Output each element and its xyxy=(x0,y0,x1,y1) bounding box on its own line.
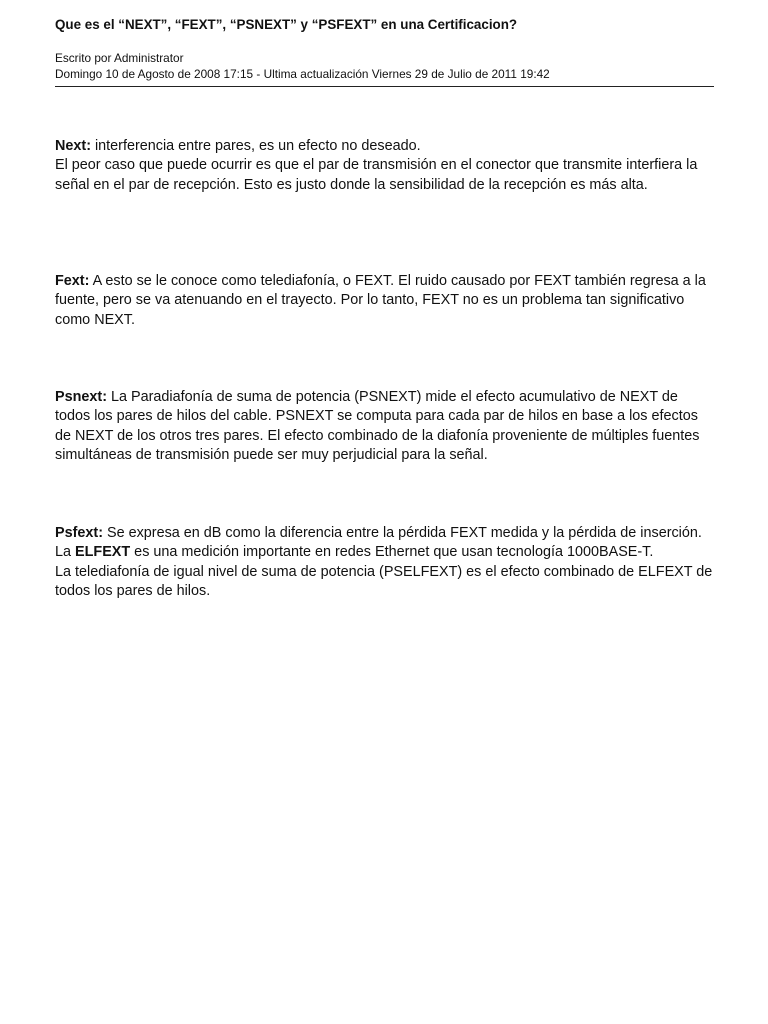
author-line: Escrito por Administrator xyxy=(55,51,184,65)
psfext-term: Psfext: xyxy=(55,525,103,541)
elfext-term: ELFEXT xyxy=(75,544,131,561)
psfext-text-1: Se expresa en dB como la diferencia entre la pérdida FEXT medida y la pérdida de inserción. xyxy=(103,525,702,541)
psnext-term: Psnext: xyxy=(55,389,107,405)
psfext-paragraph xyxy=(55,524,715,602)
date-line: Domingo 10 de Agosto de 2008 17:15 - Ultima actualización Viernes 29 de Julio de 2011 19:42 xyxy=(55,67,550,81)
psfext-text-3: La telediafonía de igual nivel de suma de potencia (PSELFEXT) es el efecto combinado de ELFEXT de todos los pares de hilos. xyxy=(55,563,713,600)
next-text-1: interferencia entre pares, es un efecto no deseado. xyxy=(90,138,421,154)
next-text-2: El peor caso que puede ocurrir es que el par de transmisión en el conector que transmite interfiera la señal en el par de recepción. Esto es justo donde la sensibilidad de la recepción es más alta. xyxy=(55,157,698,193)
fext-text: A esto se le conoce como telediafonía, o FEXT. El ruido causado por FEXT también regresa a la fuente, pero se va atenuando en el trayecto. Por lo tanto, FEXT no es un problema tan significativo como NEXT. xyxy=(55,273,706,328)
article-title: Que es el “NEXT”, “FEXT”, “PSNEXT” y “PSFEXT” en una Certificacion? xyxy=(55,17,518,32)
psnext-text: La Paradiafonía de suma de potencia (PSNEXT) mide el efecto acumulativo de NEXT de todos los pares de hilos del cable. PSNEXT se computa para cada par de hilos en base a los efectos de NEXT de los otros tres pares. El efecto combinado de la diafonía proveniente de múltiples fuentes simultáneas de transmisión puede ser muy perjudicial para la señal. xyxy=(55,389,700,464)
psnext-paragraph xyxy=(55,388,715,466)
fext-paragraph xyxy=(55,272,715,330)
psfext-text-2-prefix: La xyxy=(55,544,76,561)
next-paragraph xyxy=(55,137,715,195)
article-meta xyxy=(55,50,714,87)
psfext-text-2-suffix: es una medición importante en redes Ethernet que usan tecnología 1000BASE-T. xyxy=(130,544,654,561)
fext-term: Fext: xyxy=(55,273,90,289)
next-term: Next: xyxy=(55,138,91,154)
